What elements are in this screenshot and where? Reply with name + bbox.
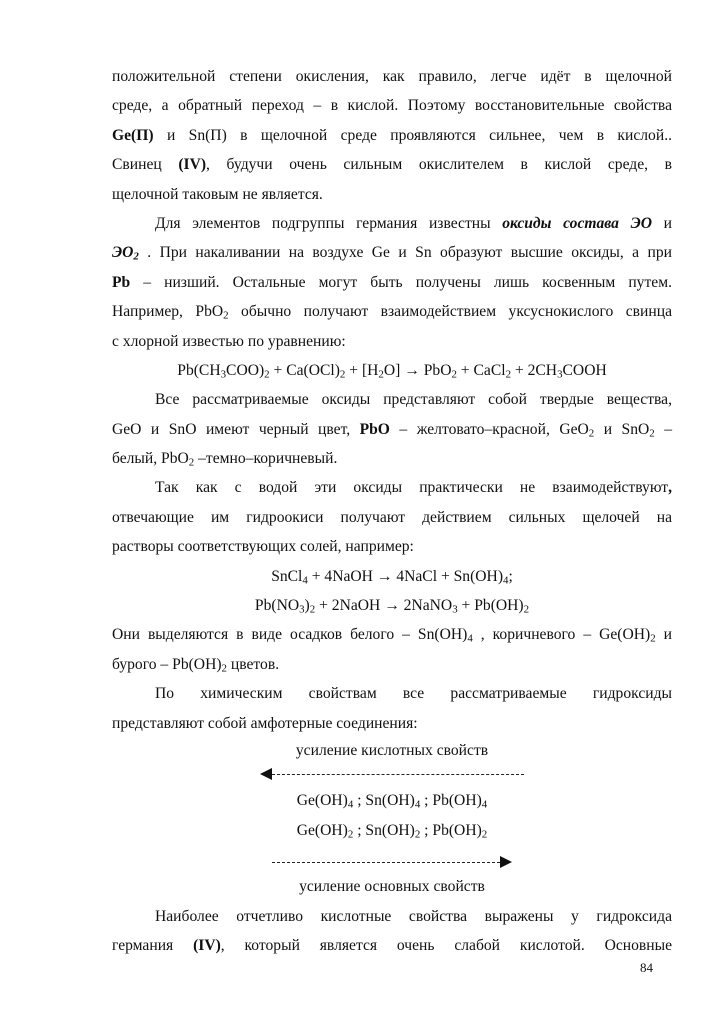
text-line: Для элементов подгруппы германия известны оксиды состава ЭО и	[155, 214, 672, 232]
text-line: GeO и SnO имеют черный цвет, PbO – желтовато–красной, GeO$_2$ и SnO$_2$ –	[112, 420, 673, 440]
equation-sncl4: SnCl$_4$ + 4NaOH → 4NaCl + $Sn(OH)_4$;	[271, 567, 513, 587]
text-line: Все рассматриваемые оксиды представляют собой твердые вещества,	[155, 391, 672, 409]
scheme-bottom-label: усиление основных свойств	[299, 877, 485, 895]
text-line: Pb – низший. Остальные могут быть получены лишь косвенным путем.	[112, 273, 672, 291]
arrow-left-icon	[260, 768, 272, 780]
text-line: Так как с водой эти оксиды практически не взаимодействуют,	[155, 479, 672, 497]
text-line: растворы соответствующих солей, например:	[112, 538, 414, 556]
text-line: $ЭО_2$ . При накаливании на воздухе Ge и Sn образуют высшие оксиды, а при	[112, 244, 672, 264]
paragraph-7	[112, 902, 672, 961]
paragraph-5	[112, 620, 672, 679]
paragraph-6	[112, 679, 672, 738]
scheme-row-iv: $Ge(OH)_4$ ; $Sn(OH)_4$ ; $Pb(OH)_4$	[296, 791, 488, 811]
text-line: среде, а обратный переход – в кислой. Поэтому восстановительные свойства	[112, 97, 672, 115]
text-line: представляют собой амфотерные соединения:	[112, 714, 418, 732]
arrow-dashed-line	[272, 774, 524, 775]
page-body	[112, 62, 672, 961]
text-line: щелочной таковым не является.	[112, 185, 323, 203]
equation-pbo2: $Pb(CH_3COO)_2 + Ca(OCl)_2 + [H_2O] \to PbO_2$ + CaCl$_2$ + $2CH_3COOH$	[177, 361, 607, 381]
arrow-dashed-line	[272, 862, 500, 863]
text-line: Свинец (IV), будучи очень сильным окислителем в кислой среде, в	[112, 156, 673, 174]
text-line: положительной степени окисления, как правило, легче идёт в щелочной	[112, 68, 672, 85]
text-line: Например, PbO$_2$ обычно получают взаимодействием уксуснокислого свинца	[112, 303, 672, 322]
base-arrow	[112, 852, 672, 874]
text-line: германия (IV), который является очень слабой кислотой. Основные	[112, 937, 672, 955]
paragraph-4	[112, 473, 672, 561]
hydroxide-scheme	[112, 738, 672, 900]
text-line: белый, PbO$_2$ –темно–коричневый.	[112, 450, 338, 469]
text-line: По химическим свойствам все рассматриваемые гидроксиды	[155, 685, 672, 703]
text-line: с хлорной известью по уравнению:	[112, 332, 346, 350]
text-line: отвечающие им гидроокиси получают действием сильных щелочей на	[112, 508, 672, 526]
paragraph-2	[112, 209, 672, 356]
paragraph-3	[112, 385, 672, 473]
scheme-row-ii: $Ge(OH)_2$ ; $Sn(OH)_2$ ; $Pb(OH)_2$	[296, 821, 488, 841]
text-line: Ge(П) и Sn(П) в щелочной среде проявляются сильнее, чем в кислой..	[112, 126, 672, 144]
scheme-top-label: усиление кислотных свойств	[295, 741, 489, 759]
paragraph-1	[112, 62, 672, 209]
equation-pbno3: $Pb(NO_3)_2$ + 2NaOH → 2NaNO$_3$ + $Pb(OH)_2$	[254, 597, 530, 616]
text-line: Наиболее отчетливо кислотные свойства выражены у гидроксида	[155, 907, 672, 925]
arrow-right-icon	[500, 856, 512, 868]
page-number: 84	[640, 960, 653, 975]
text-line: Они выделяются в виде осадков белого – $Sn(OH)_4$ , коричневого – $Ge(OH)_2$ и	[112, 626, 672, 646]
acid-arrow	[112, 764, 672, 786]
text-line: бурого – $Pb(OH)_2$ цветов.	[112, 655, 280, 675]
